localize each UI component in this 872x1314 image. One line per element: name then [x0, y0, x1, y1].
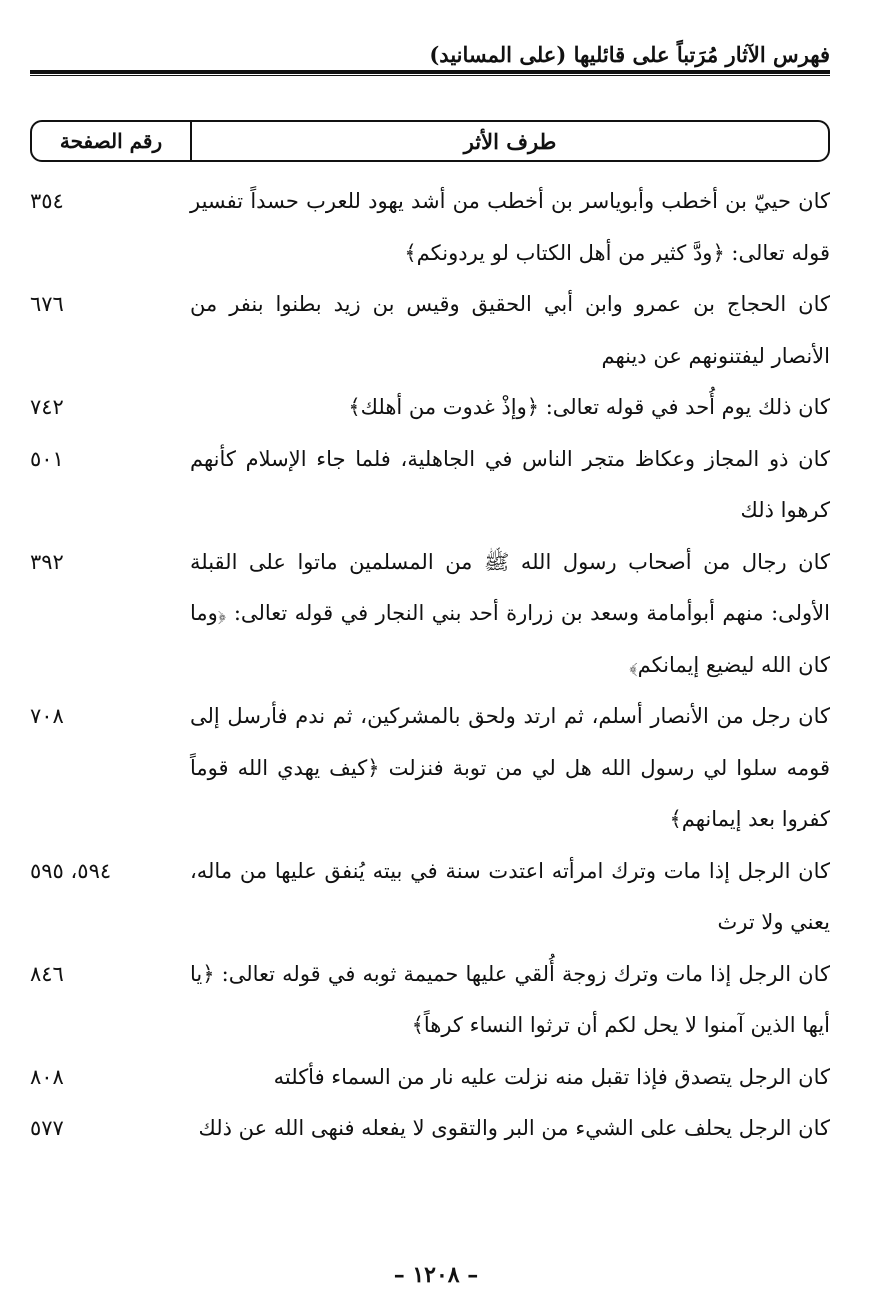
entry-page-number: ٣٥٤	[30, 189, 64, 213]
index-entry	[30, 279, 830, 382]
entry-text: كان رجال من أصحاب رسول الله ﷺ من المسلمين ماتوا على القبلة الأولى: منهم أبوأمامة وسعد بن زرارة أحد بني النجار في قوله تعالى: ﴿وما كان الله ليضيع إيمانكم﴾	[190, 549, 830, 677]
column-header-page: رقم الصفحة	[59, 129, 163, 153]
entry-text: كان الرجل إذا مات وترك زوجة أُلقي عليها حميمة ثوبه في قوله تعالى: ﴿يا أيها الذين آمنوا لا يحل لكم أن ترثوا النساء كرهاً﴾	[190, 961, 830, 1037]
entry-text: كان الحجاج بن عمرو وابن أبي الحقيق وقيس بن زيد بطنوا بنفر من الأنصار ليفتنونهم عن دينهم	[190, 292, 830, 368]
index-entry	[30, 382, 830, 434]
index-entries	[30, 176, 830, 1155]
entry-page-number: ٨٠٨	[30, 1064, 64, 1089]
index-entry	[30, 537, 830, 692]
entry-page-number: ٥٩٤، ٥٩٥	[30, 858, 112, 883]
page-number: – ١٢٠٨ –	[393, 1262, 479, 1288]
entry-text: كان ذلك يوم أُحد في قوله تعالى: ﴿وإذْ غدوت من أهلك﴾	[348, 395, 830, 419]
header-rule	[30, 70, 830, 76]
index-entry	[30, 1052, 830, 1104]
running-title: فهرس الآثار مُرَتباً على قائليها (على المسانيد)	[429, 42, 830, 67]
index-entry	[30, 434, 830, 537]
index-entry	[30, 949, 830, 1052]
entry-text: كان الرجل يحلف على الشيء من البر والتقوى لا يفعله فنهى الله عن ذلك	[198, 1116, 830, 1140]
entry-page-number: ٨٤٦	[30, 961, 64, 986]
entry-page-number: ٥٧٧	[30, 1116, 64, 1140]
entry-page-number: ٥٠١	[30, 446, 64, 471]
entry-page-number: ٧٠٨	[30, 704, 64, 728]
entry-text: كان الرجل إذا مات وترك امرأته اعتدت سنة في بيته يُنفق عليها من ماله، يعني ولا ترث	[190, 858, 830, 934]
entry-text: كان حييّ بن أخطب وأبوياسر بن أخطب من أشد يهود للعرب حسداً تفسير قوله تعالى: ﴿ودَّ كثير من أهل الكتاب لو يردونكم﴾	[190, 189, 830, 265]
index-entry	[30, 1103, 830, 1155]
entry-page-number: ٧٤٢	[30, 395, 64, 419]
index-entry	[30, 691, 830, 846]
column-header-athar: طرف الأثر	[190, 122, 828, 160]
entry-text: كان الرجل يتصدق فإذا تقبل منه نزلت عليه نار من السماء فأكلته	[273, 1064, 830, 1089]
entry-text: كان ذو المجاز وعكاظ متجر الناس في الجاهلية، فلما جاء الإسلام كأنهم كرهوا ذلك	[190, 446, 831, 522]
entry-page-number: ٣٩٢	[30, 549, 64, 574]
index-table-header	[30, 120, 830, 162]
entry-page-number: ٦٧٦	[30, 292, 64, 316]
index-entry	[30, 176, 830, 279]
index-entry	[30, 846, 830, 949]
entry-text: كان رجل من الأنصار أسلم، ثم ارتد ولحق بالمشركين، ثم ندم فأرسل إلى قومه سلوا لي رسول الله هل لي من توبة فنزلت ﴿كيف يهدي الله قوماً كفروا بعد إيمانهم﴾	[190, 704, 830, 831]
